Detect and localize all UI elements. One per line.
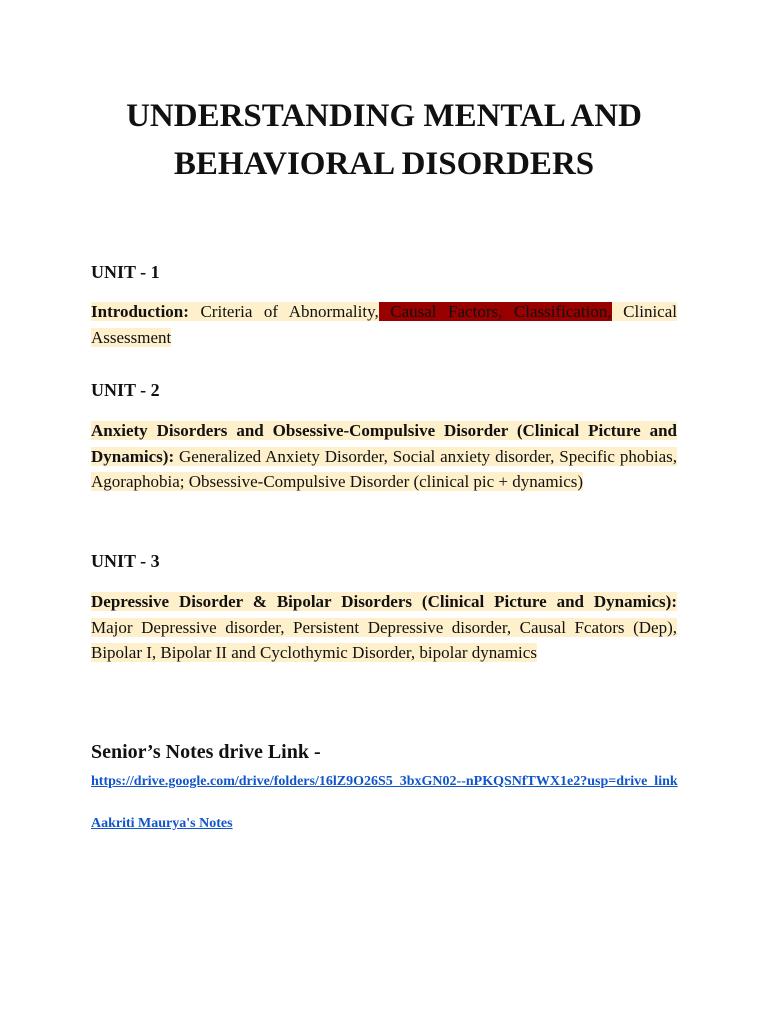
drive-link-block	[91, 771, 681, 793]
unit-2-highlight	[91, 421, 677, 491]
unit-3-heading: UNIT - 3	[91, 551, 160, 571]
unit-1-highlight	[91, 302, 379, 321]
unit-1-content	[91, 299, 677, 350]
document-title	[60, 92, 708, 188]
unit-3-lead: Depressive Disorder & Bipolar Disorders (Clinical Picture and Dynamics):	[91, 592, 677, 611]
unit-3-highlight	[91, 592, 677, 662]
unit-1-lead: Introduction:	[91, 302, 189, 321]
unit-3-text: Major Depressive disorder, Persistent Depressive disorder, Causal Fcators (Dep), Bipolar I, Bipolar II and Cyclothymic Disorder, bipolar dynamics	[91, 617, 677, 662]
unit-2-lead: Anxiety Disorders and Obsessive-Compulsive Disorder (Clinical Picture and Dynamics):	[91, 421, 677, 466]
unit-1-text-plain: Criteria of Abnormality,	[188, 302, 379, 321]
unit-2-heading: UNIT - 2	[91, 380, 160, 400]
unit-3-content	[91, 589, 677, 666]
notes-link-block	[91, 816, 233, 832]
unit-1-text-red: Causal Factors, Classification,	[378, 302, 612, 321]
unit-2-content	[91, 418, 677, 495]
aakriti-notes-link[interactable]: Aakriti Maurya's Notes	[91, 816, 233, 831]
notes-heading: Senior’s Notes drive Link -	[91, 741, 321, 763]
unit-1-text-after: Clinical Assessment	[91, 302, 677, 347]
title-line-2: BEHAVIORAL DISORDERS	[173, 146, 595, 182]
unit-2-text: Generalized Anxiety Disorder, Social anxiety disorder, Specific phobias, Agoraphobia; Obsessive-Compulsive Disorder (clinical pic + dynamics)	[91, 446, 677, 491]
title-line-1: UNDERSTANDING MENTAL AND	[126, 98, 642, 134]
unit-1-heading: UNIT - 1	[91, 262, 160, 282]
drive-link[interactable]: https://drive.google.com/drive/folders/16lZ9O26S5_3bxGN02--nPKQSNfTWX1e2?usp=drive_link	[91, 774, 678, 789]
